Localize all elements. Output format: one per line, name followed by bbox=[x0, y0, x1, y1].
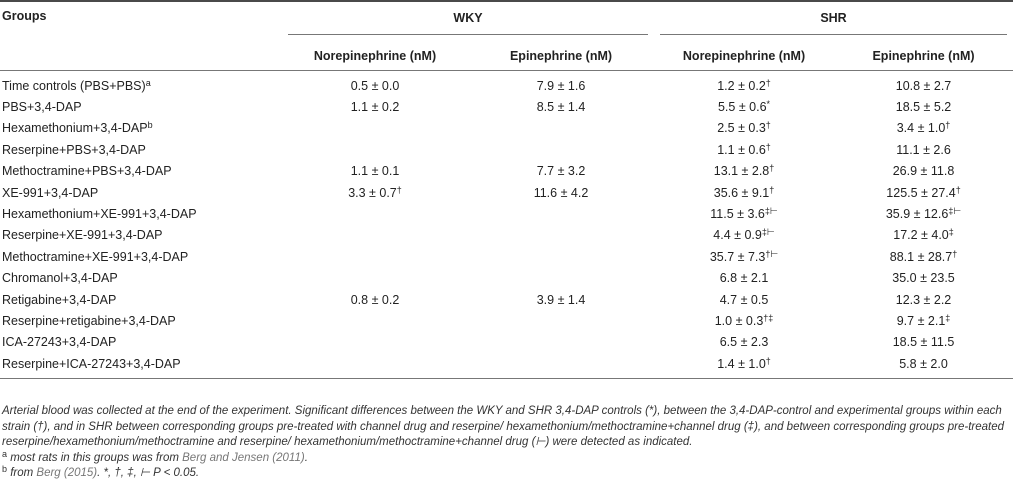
cell-value: Reserpine+retigabine+3,4-DAP bbox=[2, 313, 176, 328]
significance-mark: b bbox=[147, 120, 153, 131]
cell-value: 3.4 ± 1.0 bbox=[896, 121, 946, 136]
cell-value: PBS+3,4-DAP bbox=[2, 100, 82, 115]
shr-norepinephrine-cell bbox=[654, 332, 834, 353]
shr-norepinephrine-cell bbox=[654, 203, 834, 224]
reference-link-berg[interactable]: Berg (2015) bbox=[36, 467, 98, 479]
significance-mark: † bbox=[765, 355, 771, 366]
table-row bbox=[0, 118, 1013, 139]
shr-epinephrine-header: Epinephrine (nM) bbox=[834, 42, 1013, 71]
significance-mark: † bbox=[945, 120, 951, 131]
shr-norepinephrine-cell bbox=[654, 289, 834, 310]
cell-value: 12.3 ± 2.2 bbox=[895, 292, 952, 307]
group-cell bbox=[0, 182, 282, 203]
shr-norepinephrine-cell bbox=[654, 353, 834, 379]
wky-epinephrine-cell bbox=[468, 139, 654, 160]
wky-epinephrine-header: Epinephrine (nM) bbox=[468, 42, 654, 71]
significance-mark: † bbox=[765, 141, 771, 152]
significance-mark: ‡⊢ bbox=[761, 227, 775, 238]
cell-value: 88.1 ± 28.7 bbox=[889, 249, 953, 264]
significance-mark: * bbox=[766, 99, 771, 110]
wky-norepinephrine-cell bbox=[282, 332, 468, 353]
wky-norepinephrine-cell bbox=[282, 246, 468, 267]
groups-header: Groups bbox=[0, 1, 282, 42]
shr-epinephrine-cell bbox=[834, 246, 1013, 267]
cell-value: Reserpine+PBS+3,4-DAP bbox=[2, 142, 146, 157]
group-cell bbox=[0, 289, 282, 310]
cell-value: 8.5 ± 1.4 bbox=[536, 100, 586, 115]
cell-value: Time controls (PBS+PBS) bbox=[2, 78, 146, 93]
significance-mark: ‡⊢ bbox=[948, 206, 962, 217]
shr-norepinephrine-cell bbox=[654, 182, 834, 203]
wky-epinephrine-cell bbox=[468, 161, 654, 182]
significance-mark: † bbox=[765, 120, 771, 131]
footnote-b: $^b$ from Berg (2015). *, †, ‡, ⊢ P < 0.05. bbox=[2, 464, 200, 479]
cell-value: 18.5 ± 5.2 bbox=[895, 100, 952, 115]
shr-epinephrine-cell bbox=[834, 203, 1013, 224]
group-cell bbox=[0, 118, 282, 139]
shr-epinephrine-cell bbox=[834, 332, 1013, 353]
group-cell bbox=[0, 310, 282, 331]
table-row bbox=[0, 96, 1013, 117]
table-row bbox=[0, 203, 1013, 224]
cell-value: 6.5 ± 2.3 bbox=[719, 335, 769, 350]
wky-epinephrine-cell bbox=[468, 246, 654, 267]
significance-mark: ‡⊢ bbox=[764, 206, 778, 217]
cell-value: 1.1 ± 0.2 bbox=[350, 100, 400, 115]
cell-value: Reserpine+ICA-27243+3,4-DAP bbox=[2, 356, 181, 371]
cell-value: 1.4 ± 1.0 bbox=[717, 356, 766, 371]
shr-norepinephrine-cell bbox=[654, 225, 834, 246]
cell-value: 11.1 ± 2.6 bbox=[896, 142, 951, 157]
shr-epinephrine-cell bbox=[834, 310, 1013, 331]
significance-mark: a bbox=[145, 77, 151, 88]
significance-mark: † bbox=[396, 184, 402, 195]
cell-value: Methoctramine+XE-991+3,4-DAP bbox=[2, 249, 189, 264]
wky-norepinephrine-cell bbox=[282, 71, 468, 97]
significance-mark: ‡ bbox=[948, 227, 954, 238]
groups-subheader bbox=[0, 42, 282, 71]
wky-norepinephrine-cell bbox=[282, 353, 468, 379]
significance-mark: † bbox=[769, 163, 775, 174]
wky-norepinephrine-cell bbox=[282, 96, 468, 117]
group-cell bbox=[0, 353, 282, 379]
cell-value: 6.8 ± 2.1 bbox=[719, 271, 769, 286]
cell-value: 1.1 ± 0.1 bbox=[350, 164, 400, 179]
group-cell bbox=[0, 332, 282, 353]
significance-mark: †⊢ bbox=[765, 248, 779, 259]
cell-value: 17.2 ± 4.0 bbox=[893, 228, 949, 243]
cell-value: 1.0 ± 0.3 bbox=[714, 313, 764, 328]
shr-norepinephrine-header: Norepinephrine (nM) bbox=[654, 42, 834, 71]
significance-mark: ‡ bbox=[945, 312, 951, 323]
cell-value: 11.6 ± 4.2 bbox=[533, 185, 589, 200]
wky-norepinephrine-cell bbox=[282, 203, 468, 224]
wky-norepinephrine-cell bbox=[282, 118, 468, 139]
cell-value: 35.9 ± 12.6 bbox=[885, 207, 949, 222]
wky-norepinephrine-header: Norepinephrine (nM) bbox=[282, 42, 468, 71]
wky-epinephrine-cell bbox=[468, 353, 654, 379]
cell-value: Methoctramine+PBS+3,4-DAP bbox=[2, 164, 172, 179]
wky-epinephrine-cell bbox=[468, 96, 654, 117]
wky-norepinephrine-cell bbox=[282, 268, 468, 289]
cell-value: 1.2 ± 0.2 bbox=[717, 78, 766, 93]
significance-mark: † bbox=[769, 184, 775, 195]
cell-value: Hexamethonium+3,4-DAP bbox=[2, 121, 148, 136]
cell-value: 35.6 ± 9.1 bbox=[713, 185, 770, 200]
cell-value: Reserpine+XE-991+3,4-DAP bbox=[2, 228, 163, 243]
cell-value: 5.8 ± 2.0 bbox=[899, 356, 948, 371]
group-cell bbox=[0, 96, 282, 117]
wky-norepinephrine-cell bbox=[282, 225, 468, 246]
wky-epinephrine-cell bbox=[468, 225, 654, 246]
shr-epinephrine-cell bbox=[834, 96, 1013, 117]
cell-value: 35.0 ± 23.5 bbox=[892, 271, 955, 286]
table-row bbox=[0, 332, 1013, 353]
wky-epinephrine-cell bbox=[468, 268, 654, 289]
shr-epinephrine-cell bbox=[834, 353, 1013, 379]
significance-mark: †‡ bbox=[763, 312, 774, 323]
reference-link-berg-jensen[interactable]: Berg and Jensen (2011) bbox=[182, 451, 305, 464]
cell-value: Retigabine+3,4-DAP bbox=[2, 292, 117, 307]
table-row bbox=[0, 182, 1013, 203]
shr-norepinephrine-cell bbox=[654, 268, 834, 289]
shr-epinephrine-cell bbox=[834, 161, 1013, 182]
significance-mark: † bbox=[765, 77, 771, 88]
group-cell bbox=[0, 71, 282, 97]
cell-value: 7.7 ± 3.2 bbox=[536, 164, 586, 179]
wky-norepinephrine-cell bbox=[282, 182, 468, 203]
shr-epinephrine-cell bbox=[834, 268, 1013, 289]
shr-norepinephrine-cell bbox=[654, 96, 834, 117]
shr-epinephrine-cell bbox=[834, 289, 1013, 310]
shr-epinephrine-cell bbox=[834, 225, 1013, 246]
footnote-a: $^a$ most rats in this groups was from Berg and Jensen (2011). bbox=[2, 448, 308, 464]
cell-value: 2.5 ± 0.3 bbox=[717, 121, 766, 136]
cell-value: 125.5 ± 27.4 bbox=[886, 185, 956, 200]
header-row-measures bbox=[0, 42, 1013, 71]
table-row bbox=[0, 225, 1013, 246]
cell-value: 7.9 ± 1.6 bbox=[536, 78, 586, 93]
table-row bbox=[0, 289, 1013, 310]
wky-epinephrine-cell bbox=[468, 203, 654, 224]
wky-epinephrine-cell bbox=[468, 118, 654, 139]
wky-epinephrine-cell bbox=[468, 71, 654, 97]
cell-value: 5.5 ± 0.6 bbox=[717, 100, 767, 115]
cell-value: Hexamethonium+XE-991+3,4-DAP bbox=[2, 207, 197, 222]
wky-epinephrine-cell bbox=[468, 332, 654, 353]
shr-norepinephrine-cell bbox=[654, 310, 834, 331]
shr-norepinephrine-cell bbox=[654, 118, 834, 139]
shr-norepinephrine-cell bbox=[654, 139, 834, 160]
wky-norepinephrine-cell bbox=[282, 310, 468, 331]
header-row-strains bbox=[0, 1, 1013, 42]
shr-norepinephrine-cell bbox=[654, 71, 834, 97]
table-row bbox=[0, 161, 1013, 182]
table-body bbox=[0, 71, 1013, 379]
footnote-main: Arterial blood was collected at the end of the experiment. Significant differences between the WKY and SHR 3,4-DAP controls (*), between the 3,4-DAP-control and experimental groups within each strain (†), and in SHR between corresponding groups pre-treated with channel drug and reserpine/ hexamethonium/methoctramine+channel drug (‡), and between corresponding groups pre-treated reserpine/hexamethonium/methoctramine and reserpine/ hexamethonium/methoctramine+channel drug (⊢) were detected as indicated. bbox=[2, 405, 1005, 448]
shr-epinephrine-cell bbox=[834, 118, 1013, 139]
cell-value: 35.7 ± 7.3 bbox=[709, 249, 766, 264]
wky-norepinephrine-cell bbox=[282, 139, 468, 160]
cell-value: 10.8 ± 2.7 bbox=[895, 78, 952, 93]
wky-epinephrine-cell bbox=[468, 182, 654, 203]
shr-header: SHR bbox=[654, 1, 1013, 42]
cell-value: 9.7 ± 2.1 bbox=[896, 313, 946, 328]
table-row bbox=[0, 353, 1013, 379]
cell-value: 3.3 ± 0.7 bbox=[348, 185, 397, 200]
cell-value: 0.8 ± 0.2 bbox=[350, 292, 400, 307]
cell-value: ICA-27243+3,4-DAP bbox=[2, 335, 117, 350]
footnotes bbox=[2, 404, 1010, 482]
shr-epinephrine-cell bbox=[834, 182, 1013, 203]
cell-value: 13.1 ± 2.8 bbox=[713, 164, 770, 179]
wky-epinephrine-cell bbox=[468, 310, 654, 331]
group-cell bbox=[0, 246, 282, 267]
cell-value: XE-991+3,4-DAP bbox=[2, 185, 99, 200]
cell-value: 26.9 ± 11.8 bbox=[892, 164, 955, 179]
shr-norepinephrine-cell bbox=[654, 246, 834, 267]
shr-epinephrine-cell bbox=[834, 71, 1013, 97]
cell-value: Chromanol+3,4-DAP bbox=[2, 271, 118, 286]
significance-mark: † bbox=[955, 184, 961, 195]
shr-norepinephrine-cell bbox=[654, 161, 834, 182]
table-row bbox=[0, 71, 1013, 97]
group-cell bbox=[0, 139, 282, 160]
cell-value: 11.5 ± 3.6 bbox=[710, 207, 765, 222]
cell-value: 18.5 ± 11.5 bbox=[892, 335, 955, 350]
table-row bbox=[0, 310, 1013, 331]
table-row bbox=[0, 246, 1013, 267]
cell-value: 1.1 ± 0.6 bbox=[717, 142, 766, 157]
group-cell bbox=[0, 161, 282, 182]
cell-value: 4.7 ± 0.5 bbox=[719, 292, 769, 307]
cell-value: 0.5 ± 0.0 bbox=[350, 78, 400, 93]
wky-epinephrine-cell bbox=[468, 289, 654, 310]
shr-epinephrine-cell bbox=[834, 139, 1013, 160]
cell-value: 4.4 ± 0.9 bbox=[713, 228, 762, 243]
cell-value: 3.9 ± 1.4 bbox=[536, 292, 586, 307]
table-row bbox=[0, 268, 1013, 289]
group-cell bbox=[0, 225, 282, 246]
table-row bbox=[0, 139, 1013, 160]
group-cell bbox=[0, 203, 282, 224]
group-cell bbox=[0, 268, 282, 289]
significance-mark: † bbox=[952, 248, 958, 259]
wky-norepinephrine-cell bbox=[282, 289, 468, 310]
wky-header: WKY bbox=[282, 1, 654, 42]
wky-norepinephrine-cell bbox=[282, 161, 468, 182]
